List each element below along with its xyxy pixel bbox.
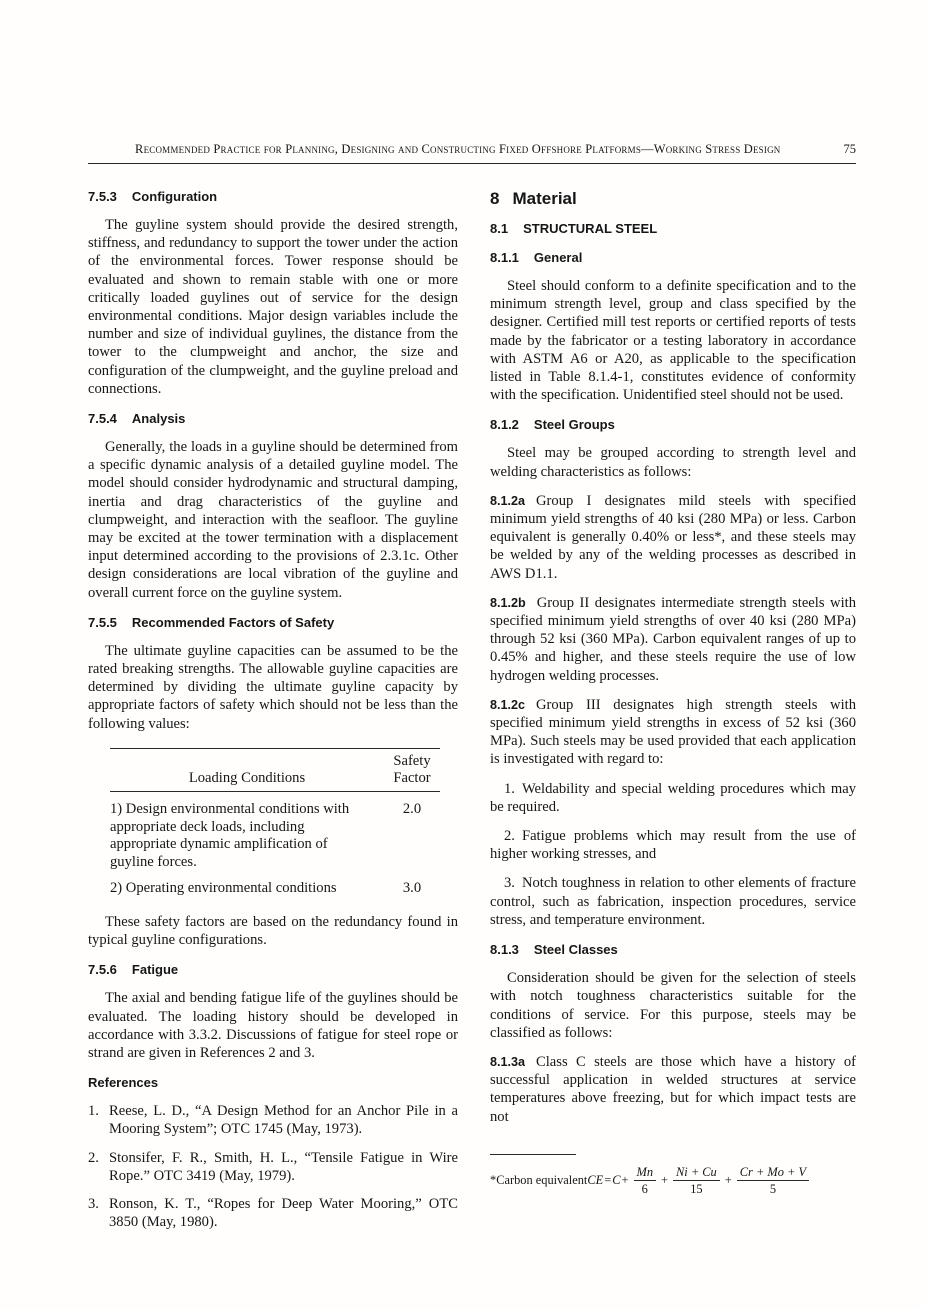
table-row	[110, 880, 440, 898]
table-row	[110, 801, 440, 871]
formula-plus: +	[661, 1173, 669, 1188]
paragraph-8-1-2c	[490, 696, 856, 769]
formula-variable-c: C	[612, 1173, 621, 1188]
reference-text: Stonsifer, F. R., Smith, H. L., “Tensile Fatigue in Wire Rope.” OTC 3419 (May, 1979).	[109, 1149, 458, 1184]
reference-number: 2.	[88, 1149, 99, 1166]
paragraph-7-5-5-after-table: These safety factors are based on the redundancy found in typical guyline configurations.	[88, 914, 458, 949]
paragraph-8-1-3-intro: Consideration should be given for the selection of steels with notch toughness characteristics suitable for the conditions of service. For this purpose, steels may be classified as follows:	[490, 970, 856, 1041]
formula-fraction-cr-mo-v	[737, 1165, 809, 1196]
reference-text: Ronson, K. T., “Ropes for Deep Water Mooring,” OTC 3850 (May, 1980).	[109, 1196, 458, 1231]
subsection-text: Class C steels are those which have a history of successful application in welded structures at service temperatures above freezing, but for which impact tests are not	[490, 1053, 856, 1125]
paragraph-8-1-2a	[490, 492, 856, 583]
heading-8-1	[490, 221, 856, 237]
section-title: Steel Classes	[533, 942, 618, 958]
list-item-2	[490, 827, 856, 863]
subsection-label: 8.1.2c	[490, 697, 526, 712]
section-title: Fatigue	[131, 962, 179, 978]
paragraph-7-5-3: The guyline system should provide the desired strength, stiffness, and redundancy to support the tower under the action of the environmental forces. Tower response should be evaluated and shown to remain stable with one or more critically loaded guylines out of service for the design environmental conditions. Major design variables include the number and size of individual guylines, the distance from the tower to the clumpweight and anchor, the size and configuration of the clumpweight, and the guyline preload and connections.	[88, 217, 458, 397]
paragraph-7-5-6: The axial and bending fatigue life of the guylines should be evaluated. The loading history should be developed in accordance with 3.3.2. Discussions of fatigue for steel rope or strand are given in References 2 and 3.	[88, 990, 458, 1062]
formula-equals: =	[604, 1173, 612, 1188]
subsection-text: Group II designates intermediate strength steels with specified minimum yield strengths of over 40 ksi (280 MPa) through 52 ksi (360 MPa). Carbon equivalent ranges of up to 0.45% and higher, and these steels require the use of low hydrogen welding processes.	[490, 594, 856, 684]
footnote-prefix: *Carbon equivalent	[490, 1173, 588, 1188]
footnote	[490, 1154, 856, 1196]
list-item-1	[490, 780, 856, 816]
section-number: 8.1.2	[490, 417, 519, 433]
subsection-text: Group III designates high strength steels with specified minimum yield strengths in excess of 52 ksi (360 MPa). Such steels may be used provided that each application is investigated with regard to:	[490, 696, 856, 768]
fraction-denominator: 15	[690, 1181, 703, 1196]
subsection-text: Group I designates mild steels with specified minimum yield strengths of 40 ksi (280 MPa) or less. Carbon equivalent is generally 0.40% or less*, and these steels may be welded by any of the welding processes as described in AWS D1.1.	[490, 492, 856, 582]
section-title: General	[533, 250, 583, 265]
fraction-numerator: Cr + Mo + V	[737, 1165, 809, 1181]
fraction-numerator: Mn	[634, 1165, 657, 1181]
section-number: 8.1.1	[490, 250, 519, 265]
formula-plus: +	[724, 1173, 732, 1188]
table-header-rule	[110, 791, 440, 792]
fraction-numerator: Ni + Cu	[673, 1165, 720, 1181]
paragraph-7-5-5: The ultimate guyline capacities can be assumed to be the rated breaking strengths. The allowable guyline capacities are determined by dividing the ultimate guyline capacity by appropriate factors of safety which should not be less than the following values:	[88, 642, 458, 732]
safety-factors-table	[110, 748, 440, 898]
subsection-label: 8.1.3a	[490, 1054, 526, 1069]
reference-number: 3.	[88, 1196, 99, 1213]
chapter-title: Material	[512, 189, 577, 208]
table-header-row	[110, 749, 440, 791]
safety-factor-cell: 2.0	[402, 801, 422, 818]
running-head	[88, 142, 856, 157]
loading-condition-cell: 1) Design environmental conditions with appropriate deck loads, including appropriate dynamic amplification of guyline forces.	[110, 801, 350, 870]
formula-plus: +	[621, 1173, 629, 1188]
left-column	[88, 189, 458, 1241]
column-header-loading-conditions: Loading Conditions	[188, 770, 306, 787]
reference-number: 1.	[88, 1103, 99, 1120]
reference-item	[88, 1195, 458, 1231]
formula-variable-ce: CE	[587, 1173, 604, 1188]
page-content	[88, 142, 856, 1241]
list-item-text: Fatigue problems which may result from the use of higher working stresses, and	[490, 828, 856, 863]
section-number: 7.5.6	[88, 962, 117, 978]
heading-8-material	[490, 189, 856, 209]
section-number: 7.5.5	[88, 614, 117, 630]
section-number: 8.1.3	[490, 942, 519, 958]
heading-7-5-4	[88, 411, 458, 427]
section-title: Configuration	[131, 189, 218, 204]
list-item-text: Notch toughness in relation to other elements of fracture control, such as fabrication, inspection procedures, service stress, and temperature environment.	[490, 875, 856, 928]
reference-item	[88, 1149, 458, 1185]
section-title: STRUCTURAL STEEL	[523, 221, 658, 236]
list-item-number: 1.	[504, 780, 515, 797]
heading-8-1-1	[490, 250, 856, 266]
safety-factor-cell: 3.0	[402, 880, 422, 897]
column-header-safety-factor	[384, 753, 440, 788]
list-item-text: Weldability and special welding procedures which may be required.	[490, 780, 856, 815]
two-column-layout	[88, 189, 856, 1241]
formula-fraction-ni-cu	[673, 1165, 720, 1196]
loading-condition-cell: 2) Operating environmental conditions	[110, 880, 337, 897]
footnote-rule	[490, 1154, 576, 1155]
subsection-label: 8.1.2b	[490, 595, 526, 610]
column-header-line: Safety	[393, 752, 431, 769]
section-number: 7.5.4	[88, 411, 117, 427]
paragraph-8-1-2b	[490, 594, 856, 685]
fraction-denominator: 6	[641, 1181, 648, 1196]
paragraph-8-1-1: Steel should conform to a definite specification and to the minimum strength level, group and class specified by the designer. Certified mill test reports or certified reports of tests made by the fabricator or a testing laboratory in accordance with ASTM A6 or A20, as applicable to the specification listed in Table 8.1.4-1, constitutes evidence of conformity with the specification. Unidentified steel should not be used.	[490, 278, 856, 404]
section-number: 7.5.3	[88, 189, 117, 204]
heading-references: References	[88, 1075, 159, 1091]
list-item-number: 2.	[504, 828, 515, 845]
reference-text: Reese, L. D., “A Design Method for an Anchor Pile in a Mooring System”; OTC 1745 (May, 1973).	[109, 1103, 458, 1138]
right-column	[490, 189, 856, 1241]
fraction-denominator: 5	[769, 1181, 777, 1196]
running-head-title: Recommended Practice for Planning, Designing and Constructing Fixed Offshore Platforms—Working Stress Design	[135, 142, 781, 156]
paragraph-8-1-2-intro: Steel may be grouped according to strength level and welding characteristics as follows:	[490, 445, 856, 480]
heading-8-1-2	[490, 417, 856, 433]
section-title: Steel Groups	[533, 417, 615, 433]
carbon-equivalent-formula	[490, 1165, 856, 1196]
heading-7-5-6	[88, 962, 458, 978]
heading-7-5-5	[88, 615, 458, 631]
list-item-number: 3.	[504, 875, 515, 892]
paragraph-7-5-4: Generally, the loads in a guyline should be determined from a specific dynamic analysis of a detailed guyline model. The model should consider hydrodynamic and structural damping, inertia and drag characteristics of the guyline and clumpweight, and interaction with the seafloor. The guyline may be excited at the tower termination with a displacement input determined according to the provisions of 2.3.1c. Other design considerations are local vibration of the guyline and overall current force on the guyline system.	[88, 439, 458, 601]
column-header-line: Factor	[393, 770, 431, 787]
chapter-number: 8	[490, 189, 500, 208]
header-rule	[88, 163, 856, 164]
paragraph-8-1-3a	[490, 1053, 856, 1126]
heading-7-5-3	[88, 189, 458, 205]
page-number: 75	[843, 142, 856, 156]
section-number: 8.1	[490, 221, 509, 236]
references-list	[88, 1102, 458, 1231]
subsection-label: 8.1.2a	[490, 493, 526, 508]
section-title: Recommended Factors of Safety	[131, 614, 335, 630]
section-title: Analysis	[131, 411, 186, 427]
reference-item	[88, 1102, 458, 1138]
formula-fraction-mn	[634, 1165, 657, 1196]
heading-8-1-3	[490, 942, 856, 958]
list-item-3	[490, 874, 856, 929]
